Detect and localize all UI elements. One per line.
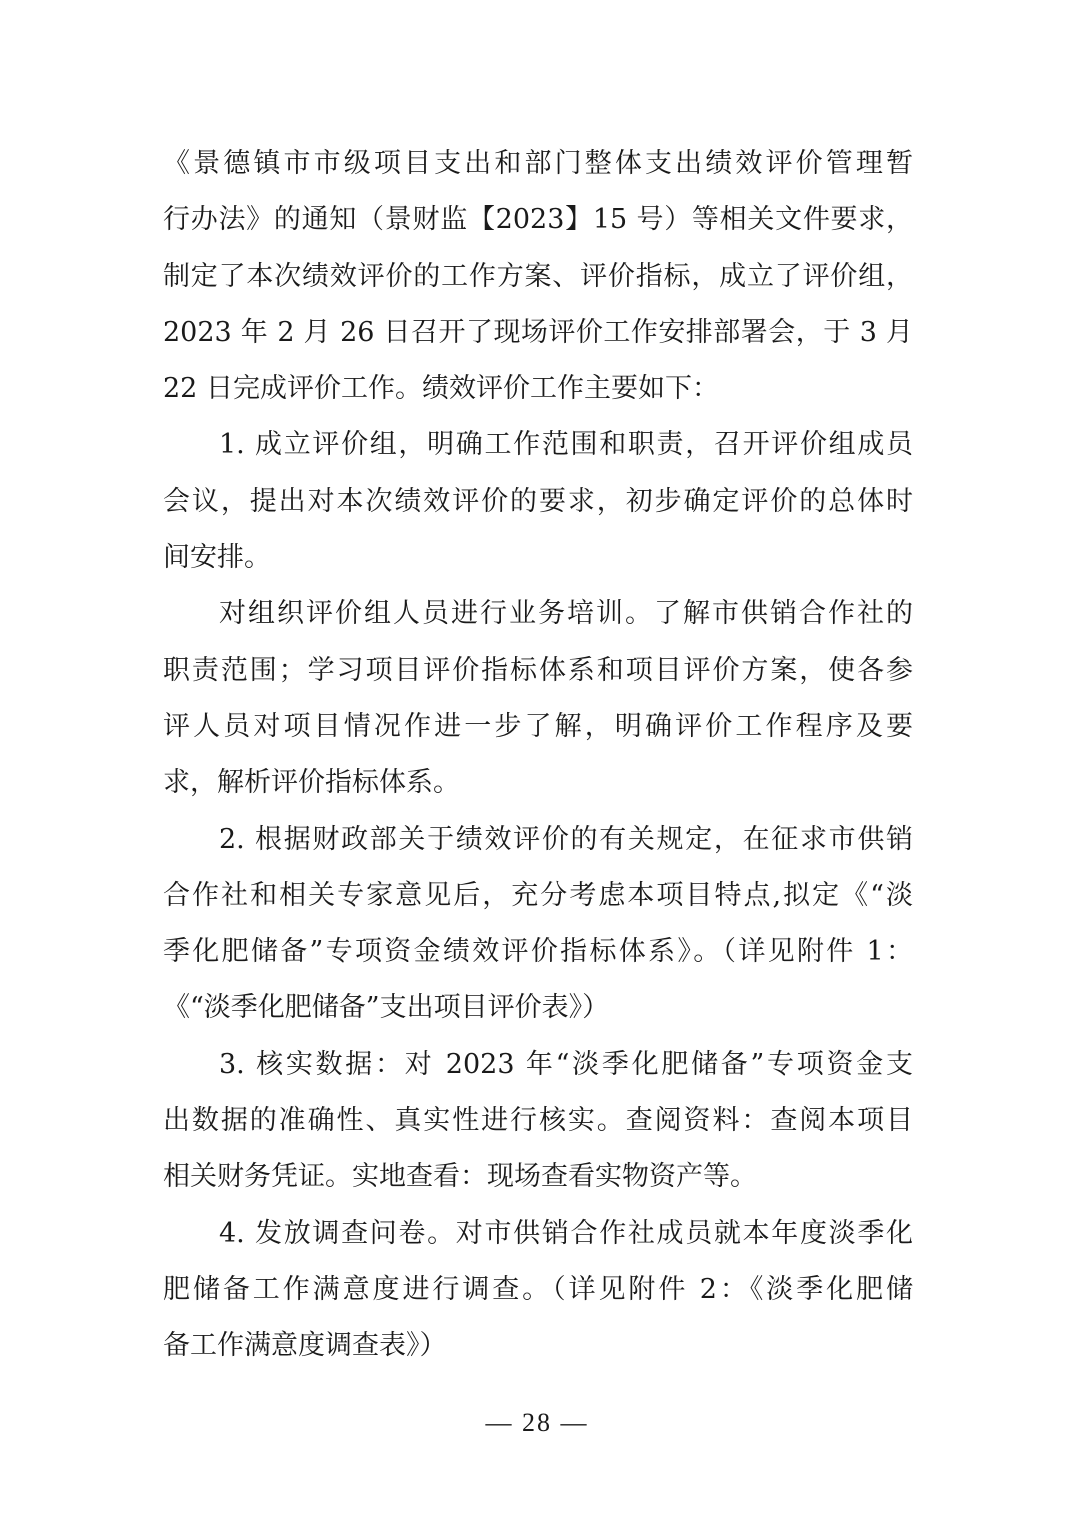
text-line: 1. 成立评价组，明确工作范围和职责，召开评价组成员 (219, 429, 913, 461)
text-line: 会议，提出对本次绩效评价的要求，初步确定评价的总体时 (163, 485, 913, 517)
text-line: 行办法》的通知（景财监【2023】15 号）等相关文件要求， (163, 204, 913, 236)
text-line: 间安排。 (163, 542, 271, 574)
text-line: 2023 年 2 月 26 日召开了现场评价工作安排部署会，于 3 月 (163, 316, 913, 348)
text-line: 《“淡季化肥储备”支出项目评价表》） (163, 992, 610, 1024)
text-line: 22 日完成评价工作。绩效评价工作主要如下： (163, 373, 719, 405)
text-line: 求，解析评价指标体系。 (163, 767, 460, 799)
text-line: 对组织评价组人员进行业务培训。了解市供销合作社的 (219, 598, 913, 630)
text-line: 评人员对项目情况作进一步了解，明确评价工作程序及要 (163, 710, 913, 742)
text-line: 2. 根据财政部关于绩效评价的有关规定，在征求市供销 (219, 823, 913, 855)
text-line: 合作社和相关专家意见后，充分考虑本项目特点,拟定《“淡 (163, 879, 913, 911)
body-text (163, 136, 913, 1375)
text-line: 肥储备工作满意度进行调查。（详见附件 2：《淡季化肥储 (163, 1273, 913, 1305)
text-line: 3. 核实数据：对 2023 年“淡季化肥储备”专项资金支 (219, 1048, 913, 1080)
text-line: 《景德镇市市级项目支出和部门整体支出绩效评价管理暂 (163, 148, 913, 179)
text-line: 职责范围；学习项目评价指标体系和项目评价方案，使各参 (163, 654, 913, 686)
text-line: 出数据的准确性、真实性进行核实。查阅资料：查阅本项目 (163, 1105, 913, 1137)
text-line: 相关财务凭证。实地查看：现场查看实物资产等。 (163, 1161, 757, 1193)
page-number: — 28 — (485, 1408, 589, 1437)
text-line: 季化肥储备”专项资金绩效评价指标体系》。（详见附件 1： (163, 936, 913, 968)
text-line: 制定了本次绩效评价的工作方案、评价指标，成立了评价组， (163, 260, 913, 292)
text-line: 4. 发放调查问卷。对市供销合作社成员就本年度淡季化 (219, 1217, 913, 1249)
text-line: 备工作满意度调查表》） (163, 1330, 447, 1362)
